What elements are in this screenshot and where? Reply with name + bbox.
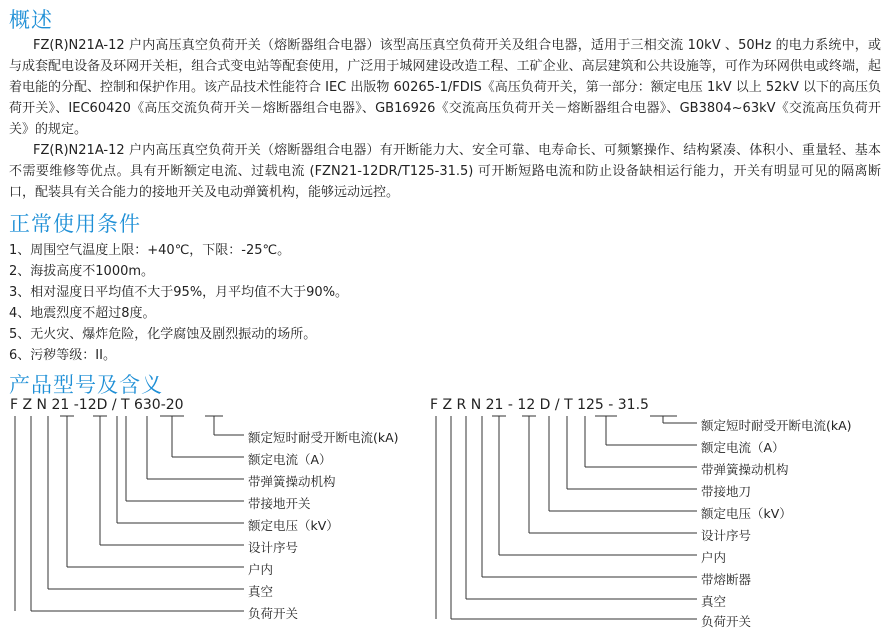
right-label-earthing-blade: 带接地刀 [701,484,752,499]
left-label-design-number: 设计序号 [248,540,299,555]
list-item: 1、周围空气温度上限：+40℃，下限：-25℃。 [9,243,291,258]
right-label-rated-current: 额定电流（A） [701,440,785,455]
left-bracket-tree [15,416,244,611]
model-code-left: F Z N 21 -12D / T 630-20 [10,397,184,413]
section-title-model: 产品型号及含义 [9,373,163,397]
list-item: 3、相对湿度日平均值不大于95%，月平均值不大于90%。 [9,285,349,300]
section-title-overview: 概述 [9,8,53,32]
right-label-load-switch: 负荷开关 [701,614,752,629]
list-item: 6、污秽等级：II。 [9,348,116,363]
section-title-conditions: 正常使用条件 [9,212,141,236]
left-label-load-switch: 负荷开关 [248,606,299,621]
list-item: 2、海拔高度不1000m。 [9,264,155,279]
right-label-design-number: 设计序号 [701,528,752,543]
overview-paragraph-1-text: FZ(R)N21A-12 户内高压真空负荷开关（熔断器组合电器）该型高压真空负荷开关及组合电器，适用于三相交流 10kV 、50Hz 的电力系统中，或与成套配电设备及环网开关柜，组合式变电站等配套使用，广泛用于城网建设改造工程、工矿企业、高层建筑和公共设施等，可作为环网供电或终端，起着电能的分配、控制和保护作用。该产品技术性能符合 IEC 出版物 60265-1/FDIS《高压负荷开关，第一部分：额定电压 1kV 以上 52kV 以下的高压负荷开关》、IEC60420《高压交流负荷开关－熔断器组合电器》、GB16926《交流高压负荷开关－熔断器组合电器》、GB3804~63kV《交流高压负荷开关》的规定。 [9,38,881,137]
right-label-with-fuse: 带熔断器 [701,572,752,587]
left-label-earthing-switch: 带接地开关 [248,496,311,511]
left-label-rated-current: 额定电流（A） [248,452,332,467]
list-item: 5、无火灾、爆炸危险，化学腐蚀及剧烈振动的场所。 [9,327,317,342]
right-label-spring-mechanism: 带弹簧操动机构 [701,462,789,477]
right-label-rated-voltage: 额定电压（kV） [701,506,792,521]
model-code-right: F Z R N 21 - 12 D / T 125 - 31.5 [430,397,649,413]
left-label-vacuum: 真空 [248,584,274,599]
list-item: 4、地震烈度不超过8度。 [9,306,156,321]
left-label-rated-voltage: 额定电压（kV） [248,518,339,533]
right-bracket-tree [436,416,697,619]
left-label-spring-mechanism: 带弹簧操动机构 [248,474,336,489]
right-label-vacuum: 真空 [701,594,727,609]
left-label-indoor: 户内 [248,562,274,577]
right-label-indoor: 户内 [701,550,727,565]
right-label-short-time-current: 额定短时耐受开断电流(kA) [701,418,852,433]
overview-paragraph-2-text: FZ(R)N21A-12 户内高压真空负荷开关（熔断器组合电器）有开断能力大、安全可靠、电寿命长、可频繁操作、结构紧凑、体积小、重量轻、基本不需要维修等优点。具有开断额定电流、过载电流 (FZN21-12DR/T125-31.5) 可开断短路电流和防止设备缺相运行能力，开关有明显可见的隔离断口，配装具有关合能力的接地开关及电动弹簧机构，能够远动远控。 [9,143,881,200]
left-label-short-time-current: 额定短时耐受开断电流(kA) [248,430,399,445]
